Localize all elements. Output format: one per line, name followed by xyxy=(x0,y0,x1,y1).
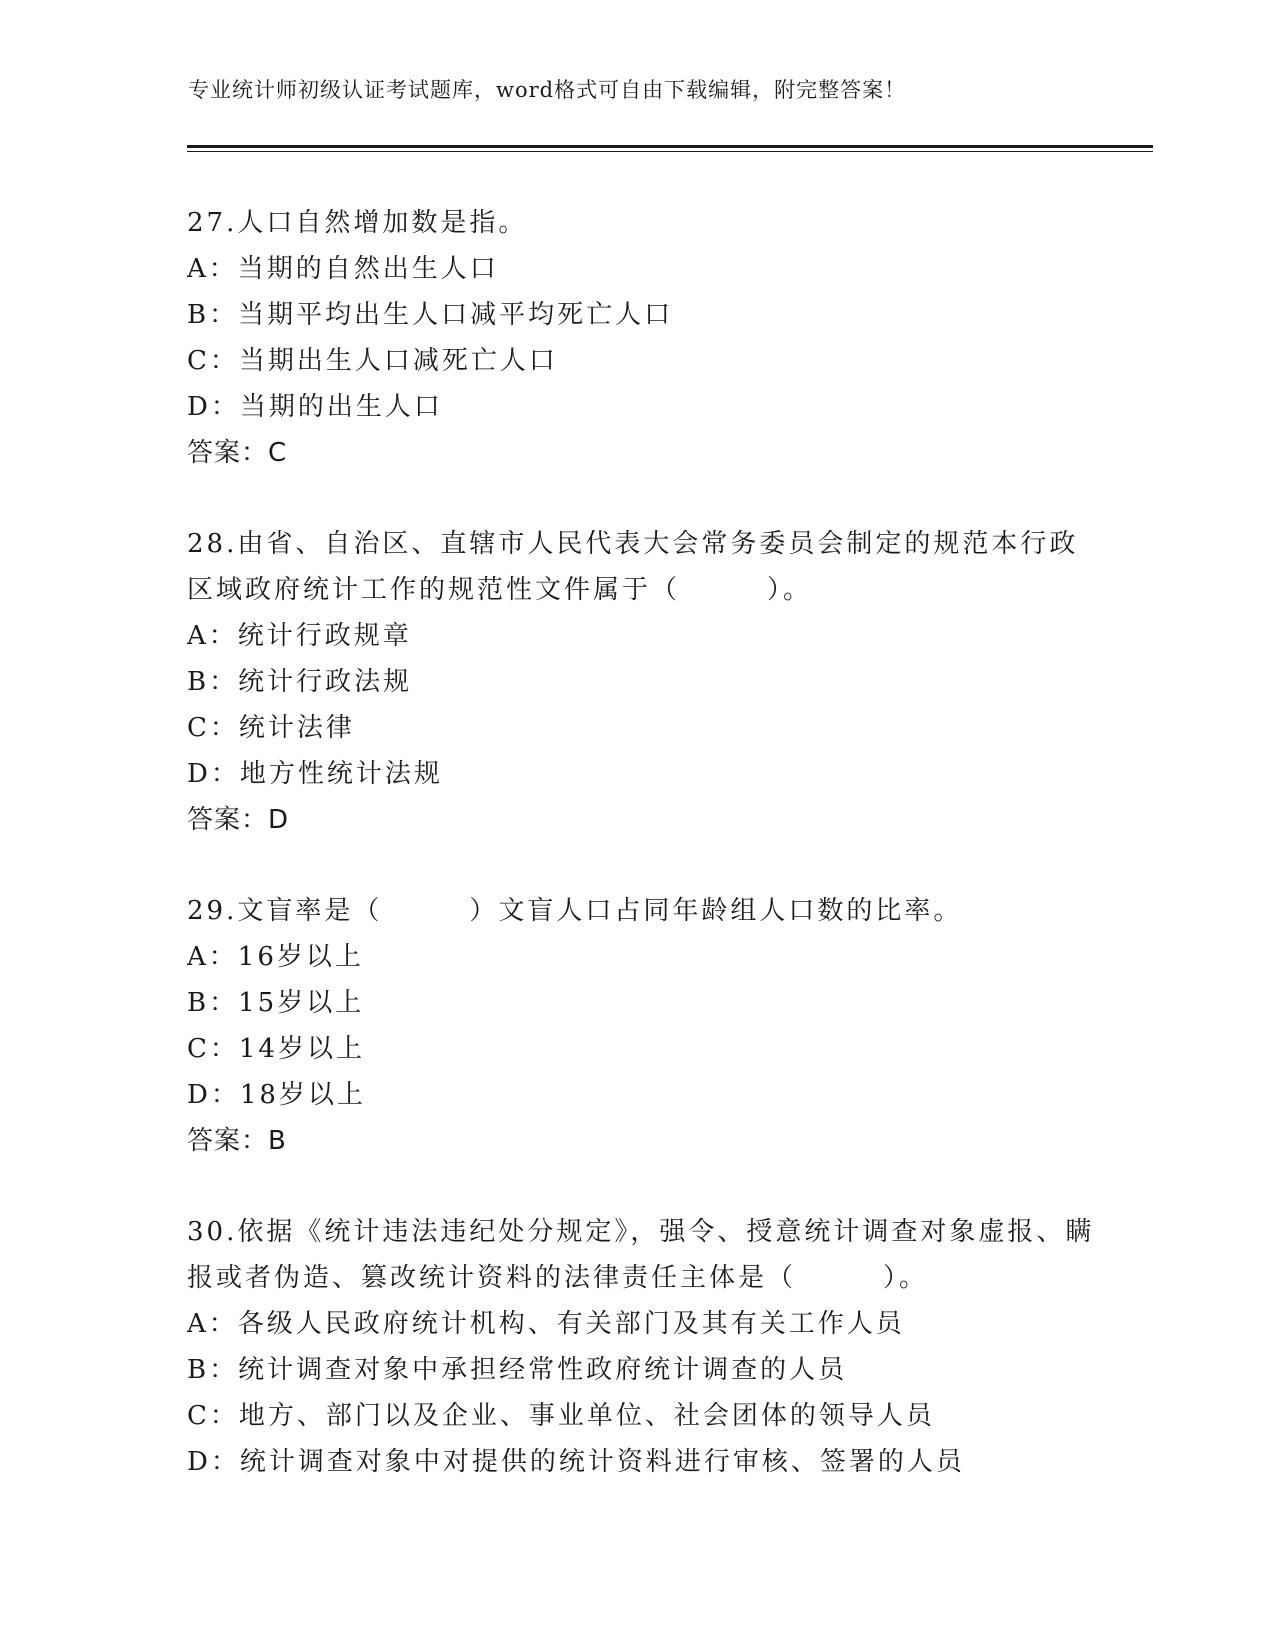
option-d: D：18岁以上 xyxy=(187,1080,366,1110)
option-b: B：15岁以上 xyxy=(187,988,365,1018)
option-d: D：地方性统计法规 xyxy=(187,759,443,789)
answer-line: 答案：B xyxy=(187,1126,287,1156)
question-text: 28.由省、自治区、直辖市人民代表大会常务委员会制定的规范本行政区域政府统计工作的规范性文件属于（ ）。 xyxy=(187,529,1079,605)
option-a: A：各级人民政府统计机构、有关部门及其有关工作人员 xyxy=(187,1309,905,1339)
option-a: A：16岁以上 xyxy=(187,942,364,972)
option-d: D：当期的出生人口 xyxy=(187,392,443,422)
option-c: C：14岁以上 xyxy=(187,1034,365,1064)
option-a: A：统计行政规章 xyxy=(187,621,412,651)
question-29 xyxy=(187,888,1107,1164)
spacer xyxy=(187,843,1107,888)
question-list xyxy=(187,200,1107,1485)
answer-line: 答案：D xyxy=(187,805,290,835)
question-27 xyxy=(187,200,1107,476)
question-text: 27.人口自然增加数是指。 xyxy=(187,208,528,238)
option-c: C：当期出生人口减死亡人口 xyxy=(187,346,558,376)
answer-line: 答案：C xyxy=(187,438,288,468)
header-rule-thin xyxy=(187,151,1153,152)
option-c: C：统计法律 xyxy=(187,713,355,743)
question-28 xyxy=(187,521,1107,843)
question-30 xyxy=(187,1209,1107,1485)
option-b: B：统计调查对象中承担经常性政府统计调查的人员 xyxy=(187,1355,848,1385)
spacer xyxy=(187,1164,1107,1209)
option-b: B：当期平均出生人口减平均死亡人口 xyxy=(187,300,674,330)
header-rule-thick xyxy=(187,145,1153,148)
option-b: B：统计行政法规 xyxy=(187,667,413,697)
option-d: D：统计调查对象中对提供的统计资料进行审核、签署的人员 xyxy=(187,1447,965,1477)
option-a: A：当期的自然出生人口 xyxy=(187,254,499,284)
spacer xyxy=(187,476,1107,521)
option-c: C：地方、部门以及企业、事业单位、社会团体的领导人员 xyxy=(187,1401,935,1431)
question-text: 29.文盲率是（ ）文盲人口占同年龄组人口数的比率。 xyxy=(187,896,963,926)
document-header: 专业统计师初级认证考试题库，word格式可自由下载编辑，附完整答案！ xyxy=(188,78,907,102)
question-text: 30.依据《统计违法违纪处分规定》，强令、授意统计调查对象虚报、瞒报或者伪造、篡改统计资料的法律责任主体是（ ）。 xyxy=(187,1217,1095,1293)
